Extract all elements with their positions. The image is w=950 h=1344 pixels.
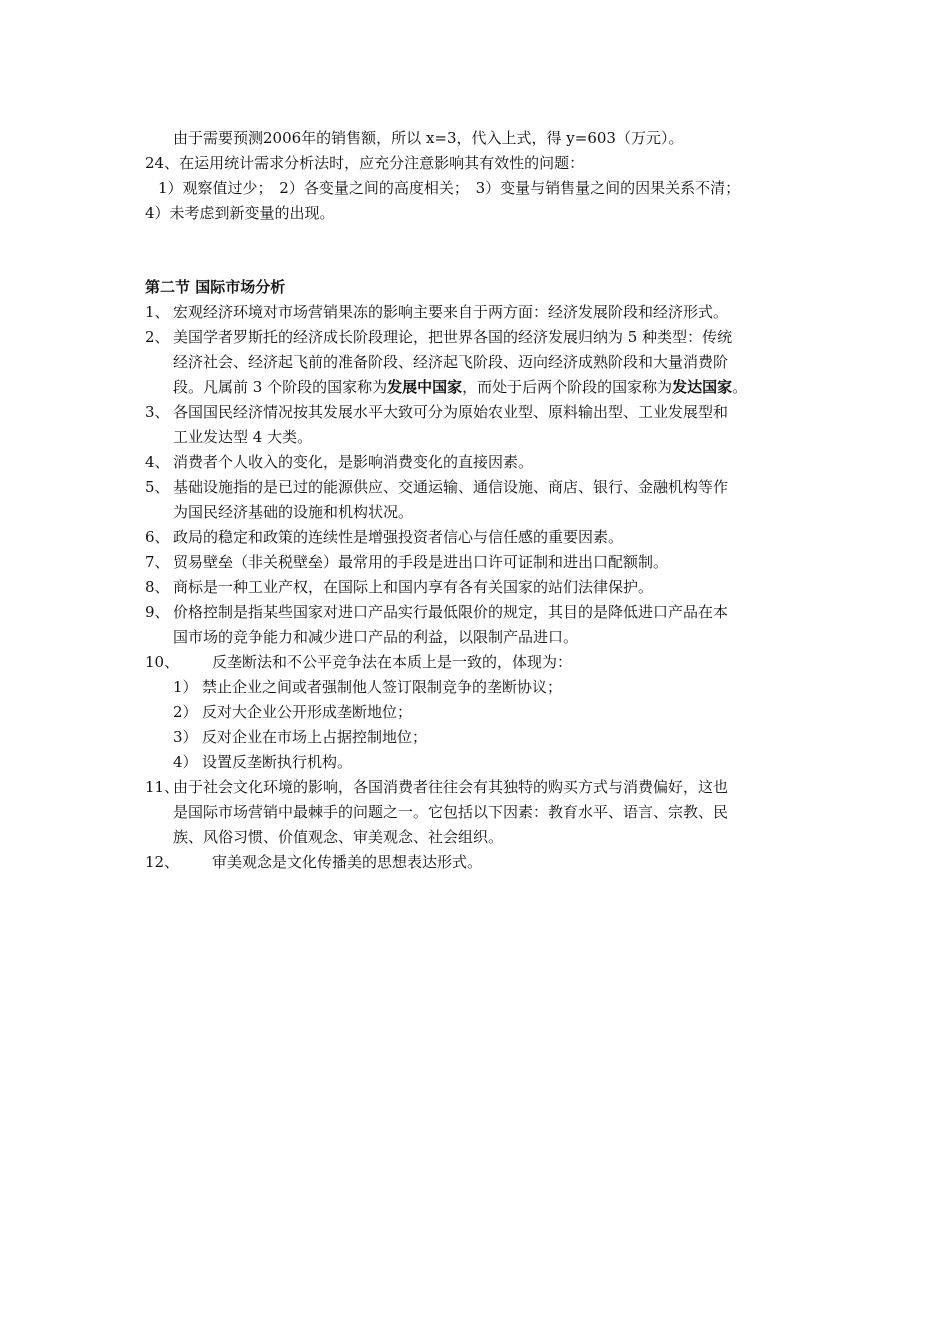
item-text: 国市场的竞争能力和减少进口产品的利益，以限制产品进口。 (173, 628, 579, 646)
subitem-text: 禁止企业之间或者强制他人签订限制竞争的垄断协议； (202, 678, 563, 696)
item-24-point-4: 4）未考虑到新变量的出现。 (145, 204, 335, 222)
item-number: 12、 (145, 853, 180, 871)
item-text-with-bold (173, 377, 747, 397)
item-24: 24、在运用统计需求分析法时，应充分注意影响其有效性的问题： (145, 154, 585, 172)
item-text: 族、风俗习惯、价值观念、审美观念、社会组织。 (173, 828, 504, 846)
item-text: 工业发达型 4 大类。 (173, 428, 313, 446)
item-text-part: 。 (732, 378, 748, 396)
subitem-text: 反对企业在市场上占据控制地位； (202, 728, 428, 746)
item-text: 为国民经济基础的设施和机构状况。 (173, 503, 414, 521)
item-text: 商标是一种工业产权，在国际上和国内享有各有关国家的站们法律保护。 (173, 578, 654, 596)
item-text: 由于社会文化环境的影响，各国消费者往往会有其独特的购买方式与消费偏好，这也 (173, 778, 729, 796)
forecast-line: 由于需要预测2006年的销售额，所以 x=3，代入上式，得 y=603（万元）。 (173, 129, 684, 147)
item-number: 11、 (145, 778, 180, 796)
item-number: 9、 (145, 603, 170, 621)
item-text: 是国际市场营销中最棘手的问题之一。它包括以下因素：教育水平、语言、宗教、民 (173, 803, 729, 821)
item-number: 2、 (145, 328, 170, 346)
item-number: 10、 (145, 653, 180, 671)
item-text: 审美观念是文化传播美的思想表达形式。 (212, 853, 483, 871)
item-number: 7、 (145, 553, 170, 571)
subitem-number: 2） (173, 703, 198, 721)
bold-term-developed: 发达国家 (672, 378, 733, 396)
item-number: 8、 (145, 578, 170, 596)
item-text: 各国国民经济情况按其发展水平大致可分为原始农业型、原料输出型、工业发展型和 (173, 403, 729, 421)
item-text: 价格控制是指某些国家对进口产品实行最低限价的规定，其目的是降低进口产品在本 (173, 603, 729, 621)
item-number: 4、 (145, 453, 170, 471)
subitem-text: 反对大企业公开形成垄断地位； (202, 703, 413, 721)
item-number: 3、 (145, 403, 170, 421)
item-text: 宏观经济环境对市场营销果冻的影响主要来自于两方面：经济发展阶段和经济形式。 (173, 303, 729, 321)
item-text: 经济社会、经济起飞前的准备阶段、经济起飞阶段、迈向经济成熟阶段和大量消费阶 (173, 353, 729, 371)
item-text-part: 段。凡属前 3 个阶段的国家称为 (173, 378, 388, 396)
item-number: 1、 (145, 303, 170, 321)
section-title: 第二节 国际市场分析 (145, 278, 286, 296)
item-24-points: 1）观察值过少； 2）各变量之间的高度相关； 3）变量与销售量之间的因果关系不清； (158, 179, 741, 197)
item-text: 反垄断法和不公平竞争法在本质上是一致的，体现为： (212, 653, 573, 671)
subitem-number: 3） (173, 728, 198, 746)
item-number: 5、 (145, 478, 170, 496)
item-text: 贸易壁垒（非关税壁垒）最常用的手段是进出口许可证制和进出口配额制。 (173, 553, 669, 571)
item-text: 基础设施指的是已过的能源供应、交通运输、通信设施、商店、银行、金融机构等作 (173, 478, 729, 496)
item-number: 6、 (145, 528, 170, 546)
subitem-number: 4） (173, 753, 198, 771)
subitem-number: 1） (173, 678, 198, 696)
item-text: 消费者个人收入的变化，是影响消费变化的直接因素。 (173, 453, 534, 471)
item-text: 美国学者罗斯托的经济成长阶段理论，把世界各国的经济发展归纳为 5 种类型：传统 (173, 328, 733, 346)
item-text: 政局的稳定和政策的连续性是增强投资者信心与信任感的重要因素。 (173, 528, 624, 546)
item-text-part: ，而处于后两个阶段的国家称为 (462, 378, 673, 396)
bold-term-developing: 发展中国家 (387, 378, 463, 396)
subitem-text: 设置反垄断执行机构。 (202, 753, 353, 771)
